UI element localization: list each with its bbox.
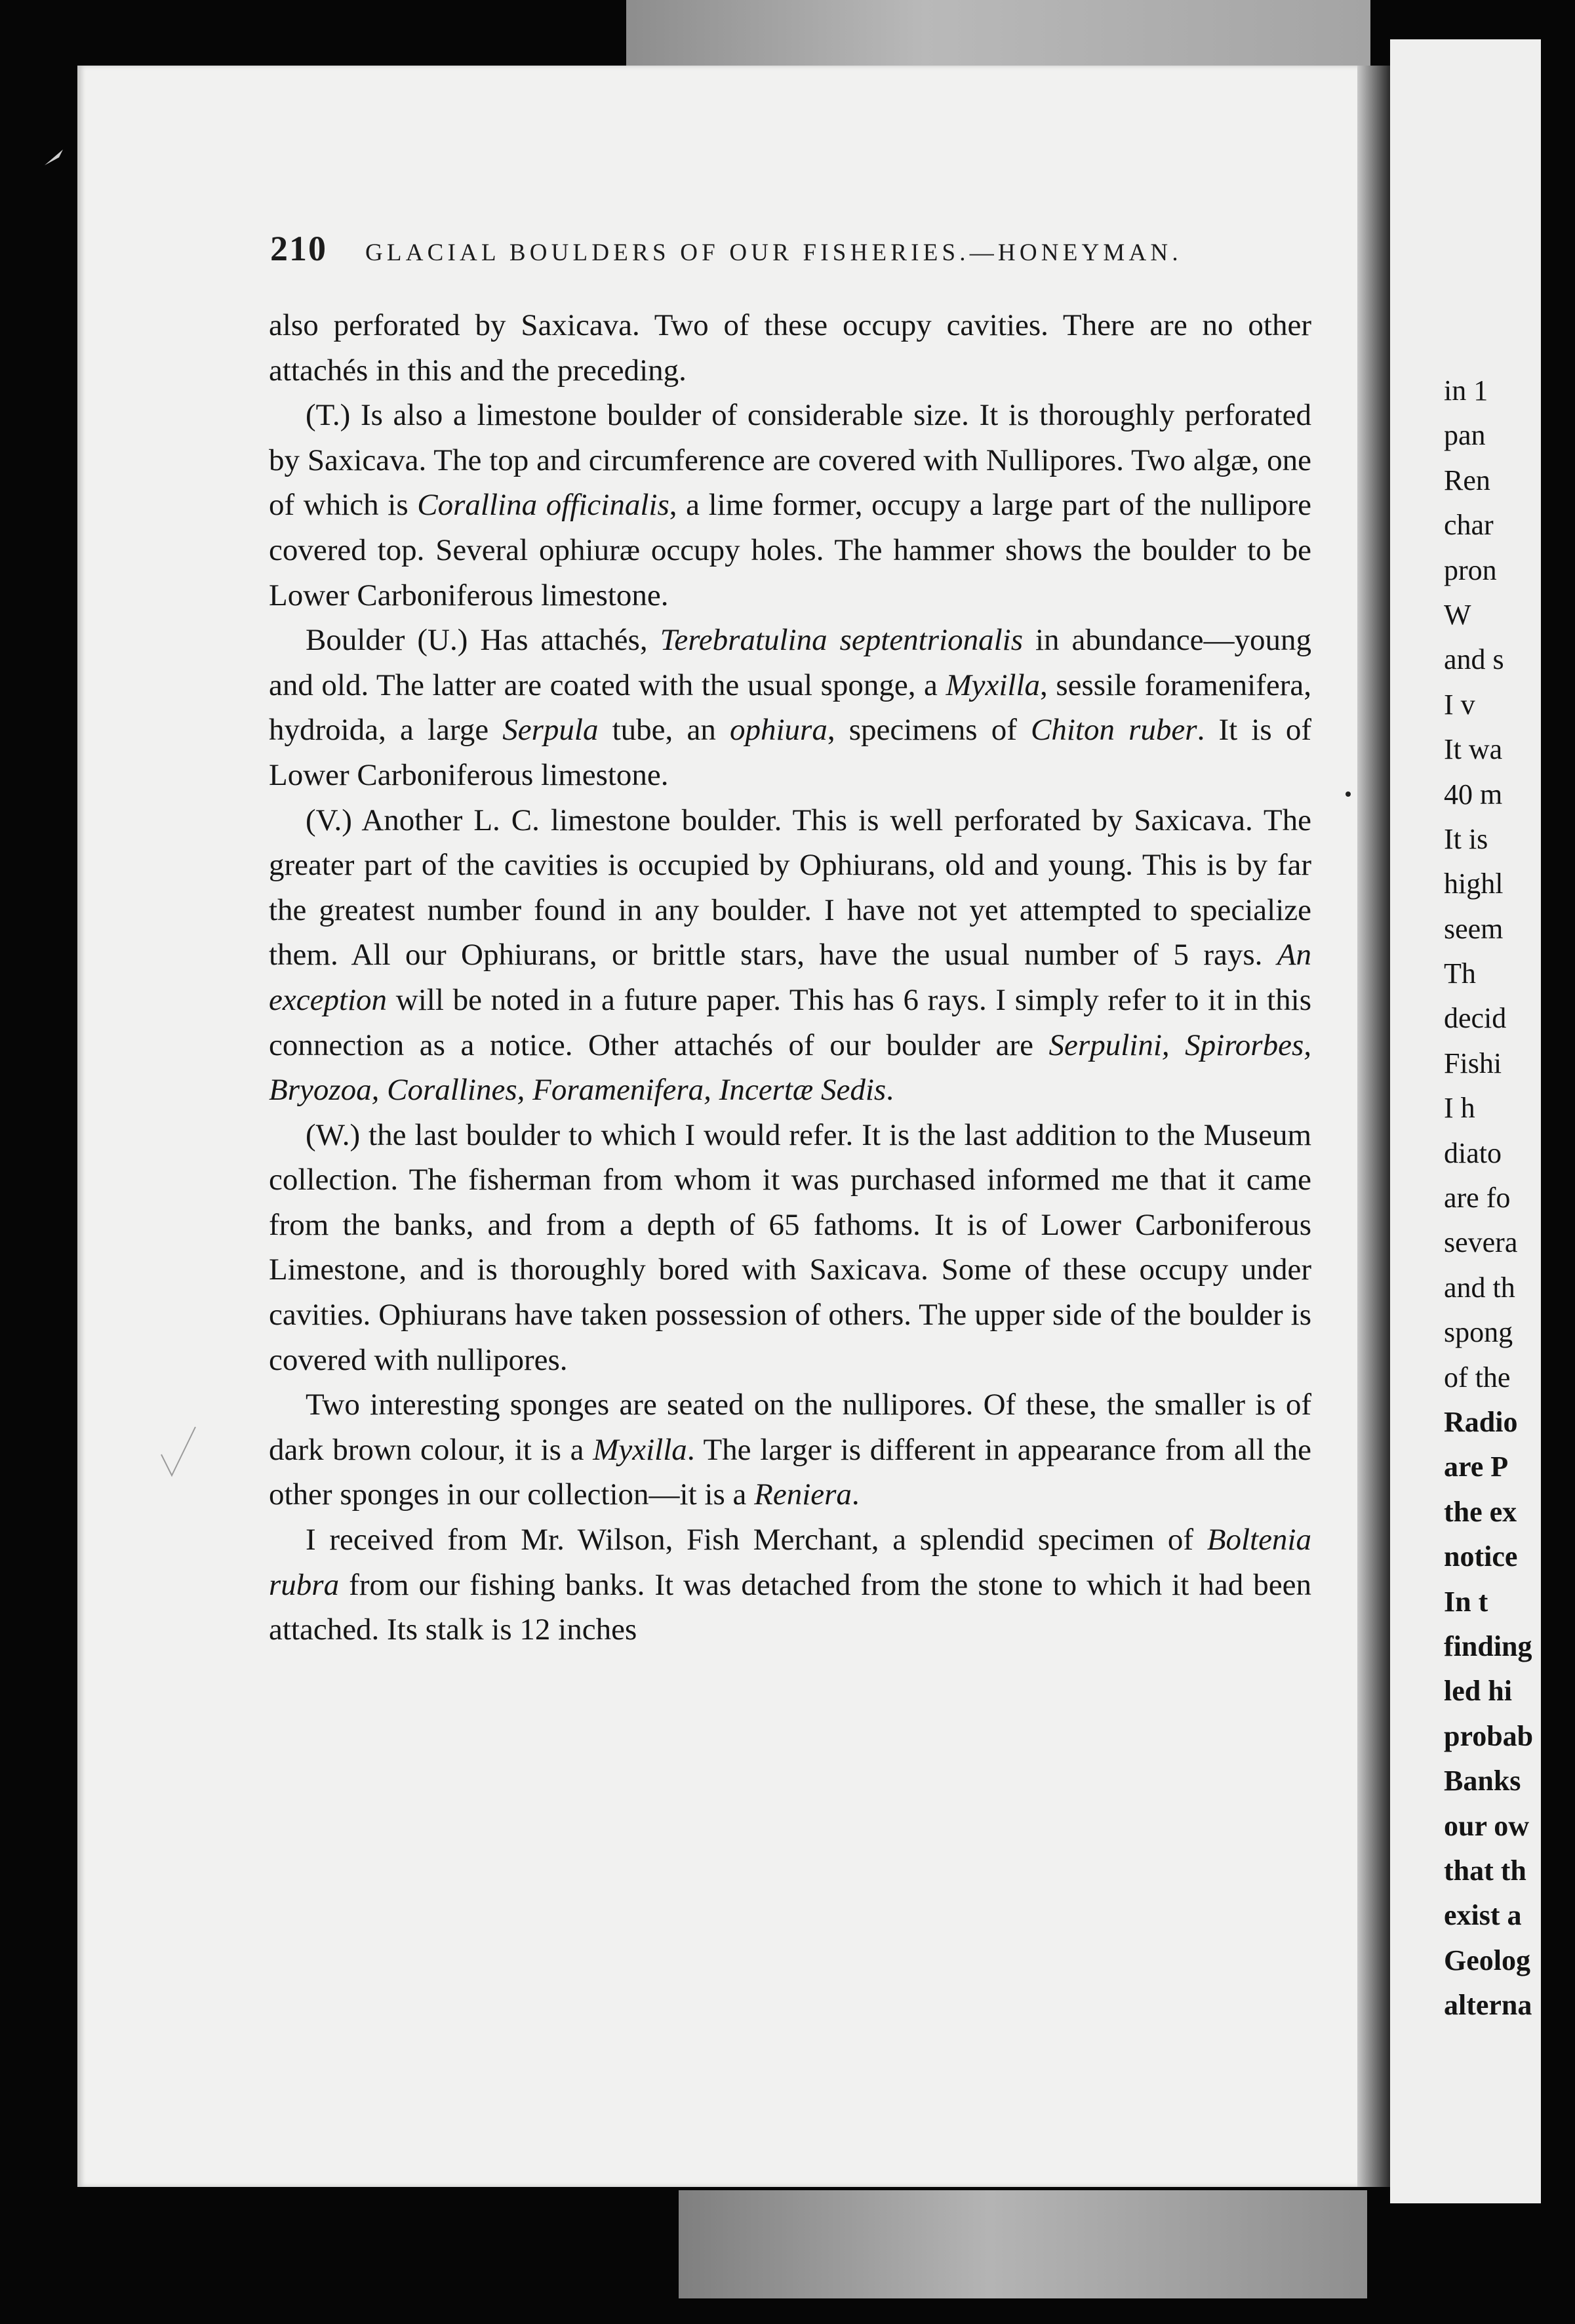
margin-dot <box>1346 791 1351 797</box>
text-run: , specimens of <box>827 713 1031 748</box>
facing-line-fragment: pron <box>1444 553 1497 586</box>
facing-line-fragment: decid <box>1444 1002 1507 1035</box>
italic-term: Myxilla <box>593 1432 687 1467</box>
corner-scan-mark <box>43 146 66 168</box>
paragraph <box>269 303 1311 393</box>
facing-line-fragment: pan <box>1444 419 1486 452</box>
text-run: (W.) the last boulder to which I would refer. It is the last addition to the Museum collection. The fisherman from whom it was purchased informed me that it came from the banks, and from a depth of 65 fathoms. It is of Lower Carboniferous Limestone, and is thoroughly bored with Saxicava. Some of these occupy under cavities. Ophiurans have taken possession of others. The upper side of the boulder is covered with nullipores. <box>269 1117 1311 1377</box>
facing-line-fragment: Ren <box>1444 464 1490 496</box>
text-run: (V.) Another L. C. limestone boulder. This is well perforated by Saxicava. The greater part of the cavities is occupied by Ophiurans, old and young. This is by far the greatest number found in any boulder. I have not yet attempted to specialize them. All our Ophiurans, or brittle stars, have the usual number of 5 rays. <box>269 803 1311 972</box>
facing-line-fragment: Radio <box>1444 1405 1518 1438</box>
italic-term: An exception <box>269 938 1311 1017</box>
facing-line-fragment: probab <box>1444 1719 1534 1752</box>
facing-line-fragment: I h <box>1444 1092 1475 1125</box>
italic-term: Myxilla <box>946 668 1041 702</box>
page-number: 210 <box>270 229 327 268</box>
facing-line-fragment: Geolog <box>1444 1944 1530 1976</box>
page-gutter <box>1357 66 1390 2187</box>
text-run: Boulder (U.) Has attachés, <box>306 623 660 658</box>
italic-term: Reniera <box>754 1477 852 1512</box>
facing-line-fragment: W <box>1444 598 1471 631</box>
facing-line-fragment: char <box>1444 509 1494 542</box>
text-run: will be noted in a future paper. This has 6 rays. I simply refer to it in this connection as a notice. Other attachés of our boulder are <box>269 982 1311 1062</box>
italic-term: ophiura <box>729 713 827 748</box>
text-run: . <box>886 1073 894 1108</box>
italic-term: Boltenia rubra <box>269 1523 1311 1602</box>
paragraph <box>269 618 1311 797</box>
facing-line-fragment: that th <box>1444 1854 1526 1887</box>
facing-line-fragment: and s <box>1444 643 1504 676</box>
facing-line-fragment: seem <box>1444 912 1504 945</box>
facing-line-fragment: It is <box>1444 822 1488 855</box>
facing-line-fragment: spong <box>1444 1316 1513 1349</box>
body-text <box>269 303 1311 1653</box>
text-run: . <box>851 1477 860 1512</box>
running-title: GLACIAL BOULDERS OF OUR FISHERIES.—HONEYMAN. <box>365 239 1182 266</box>
italic-term: Serpulini, Spirorbes, Bryozoa, Corallines, Foramenifera, Incertæ Sedis <box>269 1028 1311 1108</box>
facing-line-fragment: finding <box>1444 1630 1532 1662</box>
text-run: I received from Mr. Wilson, Fish Merchant, a splendid specimen of <box>306 1523 1207 1557</box>
text-run: tube, an <box>598 713 730 748</box>
facing-page <box>1390 39 1541 2203</box>
italic-term: Corallina officinalis <box>417 488 669 523</box>
text-run: from our fishing banks. It was detached from the stone to which it had been attached. Its stalk is 12 inches <box>269 1567 1311 1647</box>
paragraph <box>269 1113 1311 1383</box>
facing-line-fragment: I v <box>1444 688 1475 721</box>
facing-line-fragment: alterna <box>1444 1989 1532 2022</box>
facing-line-fragment: led hi <box>1444 1675 1512 1708</box>
paragraph <box>269 393 1311 618</box>
text-run: in abundance—young and old. The latter are coated with the usual sponge, a <box>269 623 1311 702</box>
scan-strip-bottom <box>679 2190 1367 2298</box>
facing-line-fragment: the ex <box>1444 1495 1517 1528</box>
facing-line-fragment: our ow <box>1444 1809 1529 1842</box>
paragraph <box>269 798 1311 1113</box>
facing-line-fragment: 40 m <box>1444 778 1503 811</box>
facing-line-fragment: highl <box>1444 868 1504 900</box>
scan-strip-top <box>626 0 1370 69</box>
italic-term: Serpula <box>502 713 599 748</box>
text-run: . It is of Lower Carboniferous limestone. <box>269 713 1312 792</box>
facing-line-fragment: severa <box>1444 1226 1518 1259</box>
text-run: , sessile foramenifera, hydroida, a large <box>269 668 1312 748</box>
italic-term: Terebratulina septentrionalis <box>660 623 1023 658</box>
text-run: Two interesting sponges are seated on the nullipores. Of these, the smaller is of dark brown colour, it is a <box>269 1388 1311 1467</box>
running-head <box>270 228 1214 281</box>
facing-page-text <box>1444 369 1575 2028</box>
paragraph <box>269 1517 1311 1653</box>
facing-line-fragment: and th <box>1444 1271 1515 1304</box>
facing-line-fragment: of the <box>1444 1361 1511 1393</box>
facing-line-fragment: It wa <box>1444 733 1503 766</box>
text-run: also perforated by Saxicava. Two of these occupy cavities. There are no other attachés in this and the preceding. <box>269 308 1311 388</box>
facing-line-fragment: are P <box>1444 1451 1509 1483</box>
text-run: , a lime former, occupy a large part of the nullipore covered top. Several ophiuræ occupy holes. The hammer shows the boulder to be Lower Carboniferous limestone. <box>269 488 1311 612</box>
pencil-check-mark <box>159 1423 198 1482</box>
facing-line-fragment: notice <box>1444 1540 1518 1573</box>
facing-line-fragment: In t <box>1444 1585 1488 1618</box>
italic-term: Chiton ruber <box>1031 713 1197 748</box>
facing-line-fragment: are fo <box>1444 1182 1511 1214</box>
facing-line-fragment: Th <box>1444 957 1476 990</box>
text-run: (T.) Is also a limestone boulder of considerable size. It is thoroughly perforated by Saxicava. The top and circumference are covered with Nullipores. Two algæ, one of which is <box>269 398 1311 523</box>
facing-line-fragment: diato <box>1444 1136 1502 1169</box>
facing-line-fragment: in 1 <box>1444 374 1488 407</box>
text-run: . The larger is different in appearance from all the other sponges in our collection—it is a <box>269 1432 1311 1512</box>
facing-line-fragment: Fishi <box>1444 1047 1502 1079</box>
facing-line-fragment: exist a <box>1444 1899 1522 1932</box>
paragraph <box>269 1382 1311 1517</box>
facing-line-fragment: Banks <box>1444 1765 1521 1797</box>
